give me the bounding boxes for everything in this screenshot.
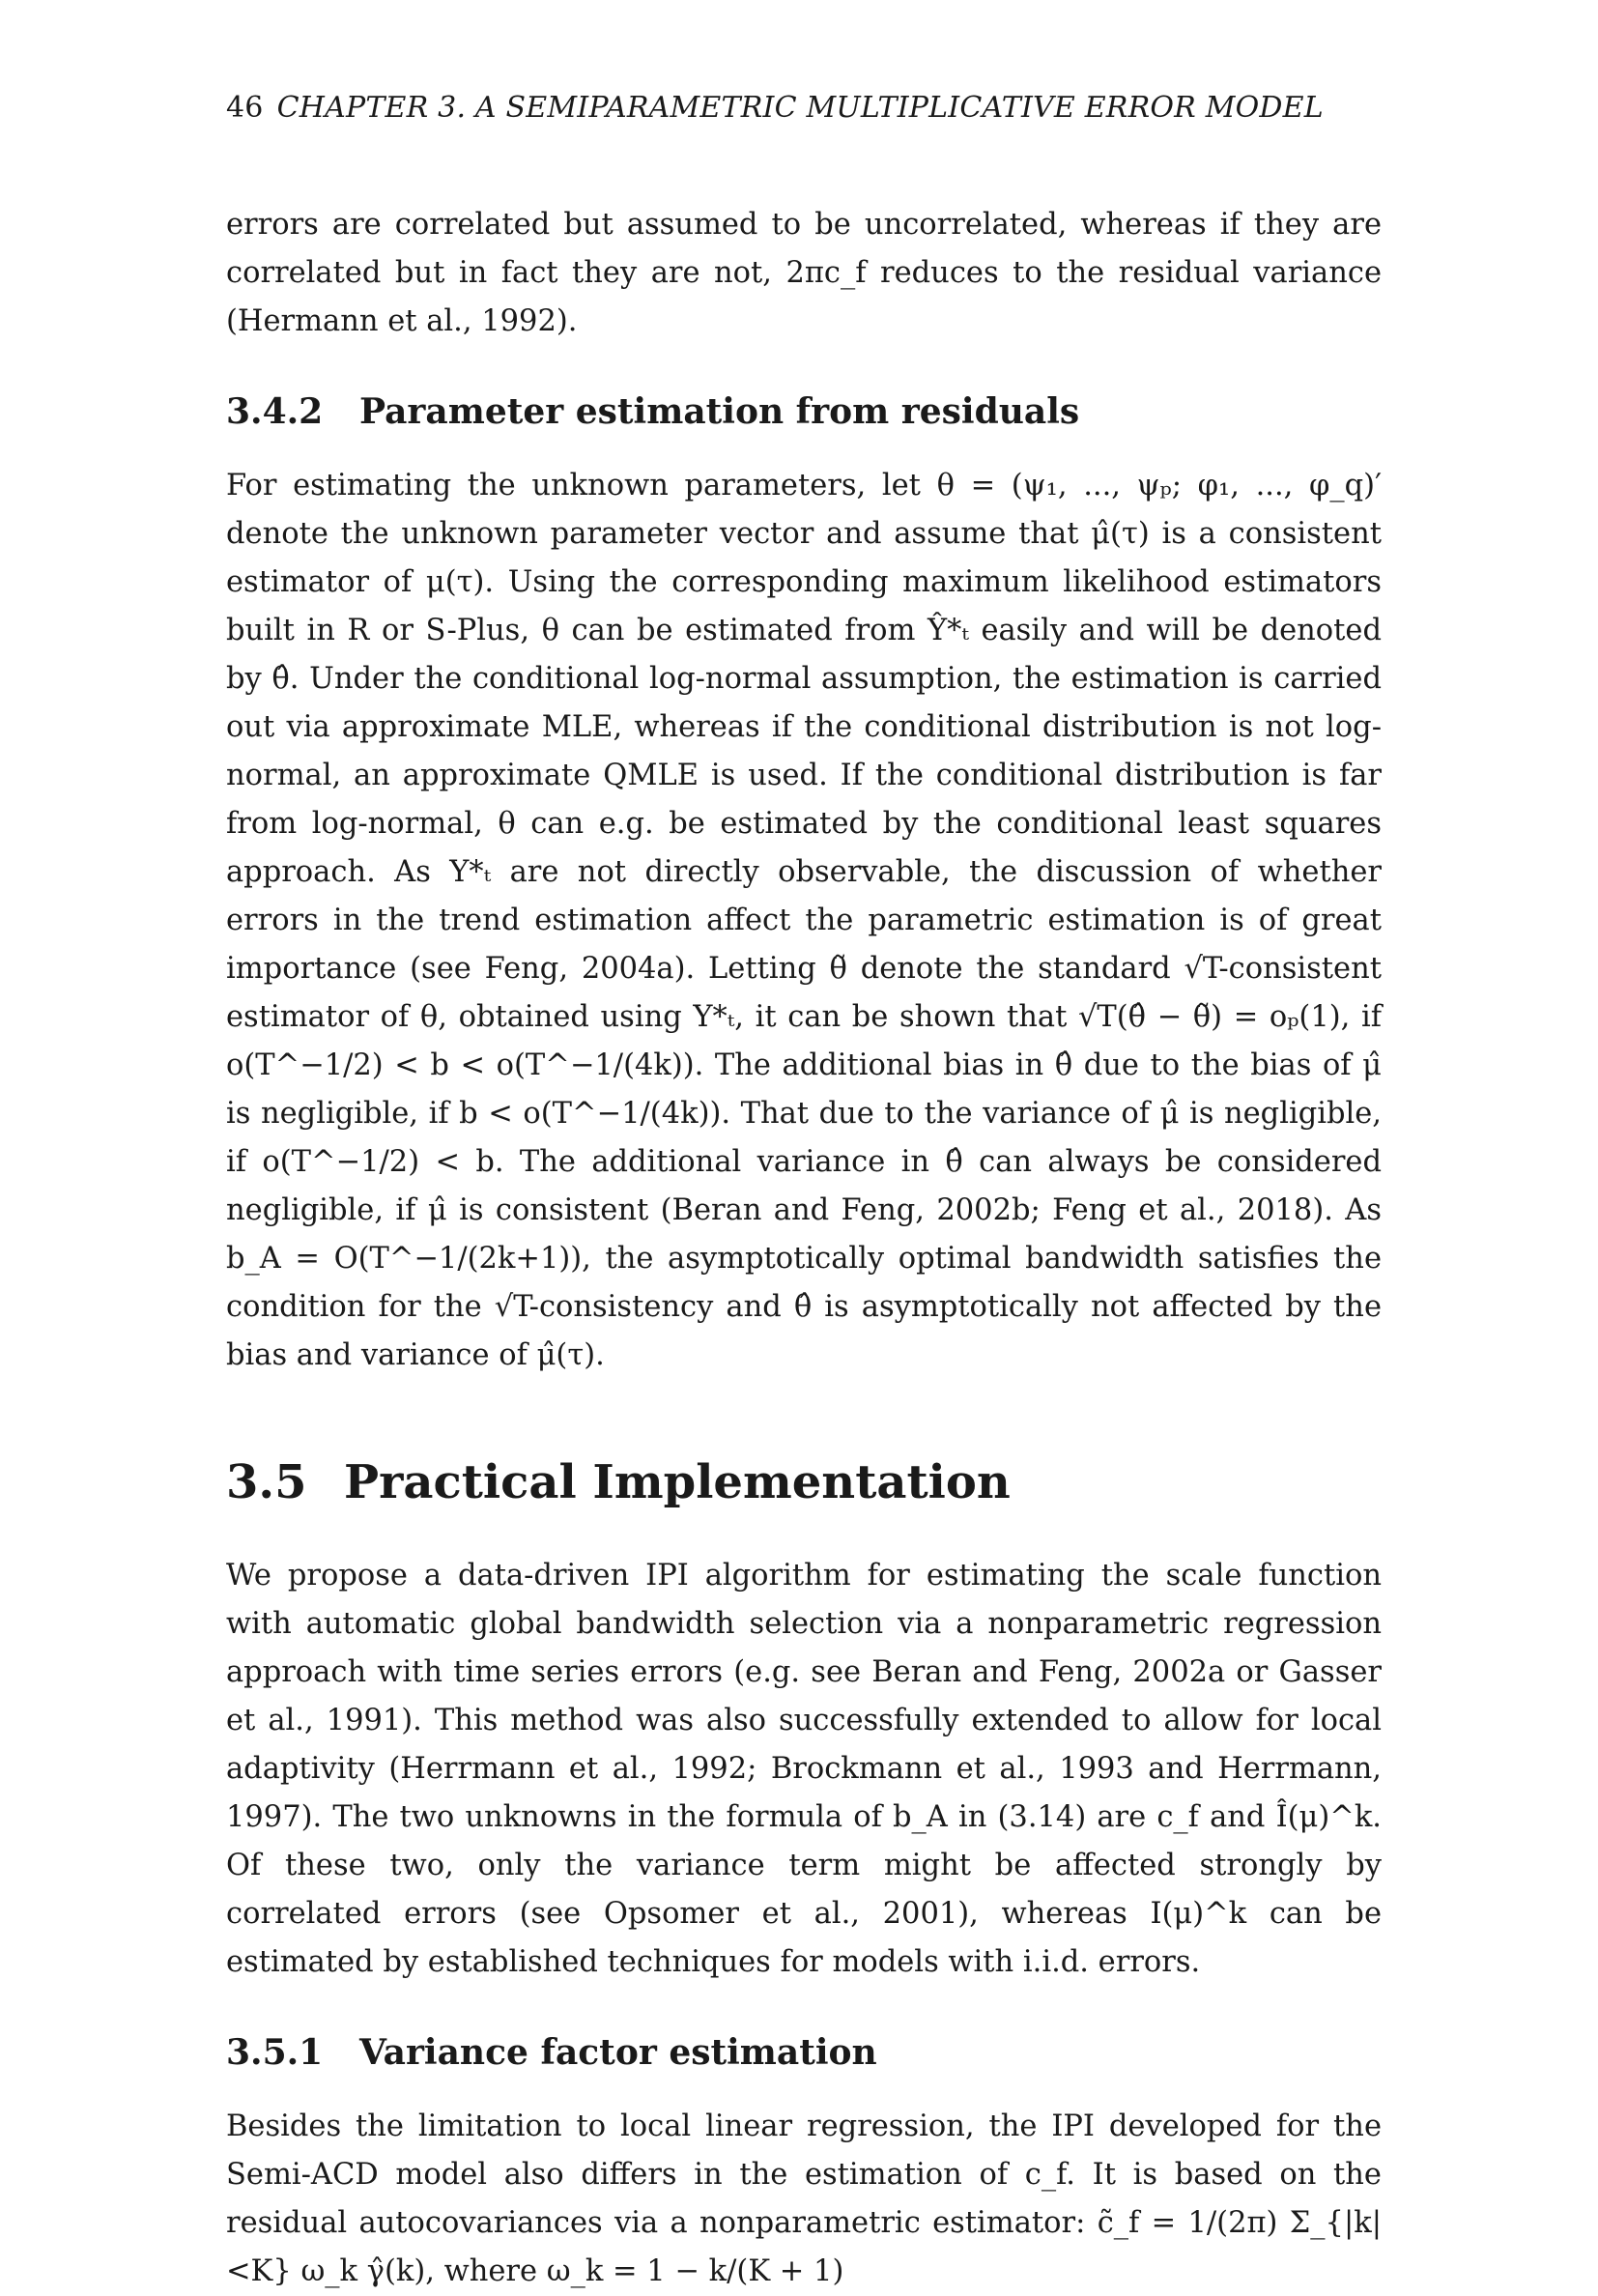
heading-3-5-1 — [226, 2031, 1382, 2074]
heading-title: Practical Implementation — [344, 1455, 1011, 1509]
paragraph-variance-factor: Besides the limitation to local linear regression, the IPI developed for the Semi-ACD model also differs in the estimation of c_f. It is based on the residual autocovariances via a nonparametric estimator: c̃_f = 1/(2π) Σ_{|k|<K} ω_k γ̂(k), where ω_k = 1 − k/(K + 1) — [226, 2109, 1382, 2288]
paragraph-parameter-estimation: For estimating the unknown parameters, let θ = (ψ₁, ..., ψₚ; φ₁, ..., φ_q)′ denote the unknown parameter vector and assume that μ̂(τ) is a consistent estimator of μ(τ). Using the corresponding maximum likelihood estimators built in R or S-Plus, θ can be estimated from Ŷ*ₜ easily and will be denoted by θ̂. Under the conditional log-normal assumption, the estimation is carried out via approximate MLE, whereas if the conditional distribution is not log-normal, an approximate QMLE is used. If the conditional distribution is far from log-normal, θ can e.g. be estimated by the conditional least squares approach. As Y*ₜ are not directly observable, the discussion of whether errors in the trend estimation affect the parametric estimation is of great importance (see Feng, 2004a). Letting θ̃ denote the standard √T-consistent estimator of θ, obtained using Y*ₜ, it can be shown that √T(θ̂ − θ̃) = oₚ(1), if o(T^−1/2) < b < o(T^−1/(4k)). The additional bias in θ̂ due to the bias of μ̂ is negligible, if b < o(T^−1/(4k)). That due to the variance of μ̂ is negligible, if o(T^−1/2) < b. The additional variance in θ̂ can always be considered negligible, if μ̂ is consistent (Beran and Feng, 2002b; Feng et al., 2018). As b_A = O(T^−1/(2k+1)), the asymptotically optimal bandwidth satisfies the condition for the √T-consistency and θ̂ is asymptotically not affected by the bias and variance of μ̂(τ). — [226, 469, 1382, 1372]
heading-title: Variance factor estimation — [359, 2032, 877, 2073]
running-header — [226, 89, 1382, 128]
heading-3-5 — [226, 1455, 1382, 1509]
paragraph-practical-implementation: We propose a data-driven IPI algorithm for estimating the scale function with automatic global bandwidth selection via a nonparametric regression approach with time series errors (e.g. see Beran and Feng, 2002a or Gasser et al., 1991). This method was also successfully extended to allow for local adaptivity (Herrmann et al., 1992; Brockmann et al., 1993 and Herrmann, 1997). The two unknowns in the formula of b_A in (3.14) are c_f and Î(μ)^k. Of these two, only the variance term might be affected strongly by correlated errors (see Opsomer et al., 2001), whereas I(μ)^k can be estimated by established techniques for models with i.i.d. errors. — [226, 1559, 1382, 1979]
heading-title: Parameter estimation from residuals — [359, 391, 1080, 432]
page-number: 46 — [226, 91, 264, 125]
page — [226, 89, 1382, 2296]
paragraph-intro: errors are correlated but assumed to be uncorrelated, whereas if they are correlated but in fact they are not, 2πc_f reduces to the residual variance (Hermann et al., 1992). — [226, 208, 1382, 338]
chapter-title: CHAPTER 3. A SEMIPARAMETRIC MULTIPLICATIVE ERROR MODEL — [276, 91, 1324, 125]
heading-number: 3.5.1 — [226, 2032, 324, 2073]
heading-3-4-2 — [226, 390, 1382, 433]
heading-number: 3.5 — [226, 1455, 307, 1509]
heading-number: 3.4.2 — [226, 391, 324, 432]
